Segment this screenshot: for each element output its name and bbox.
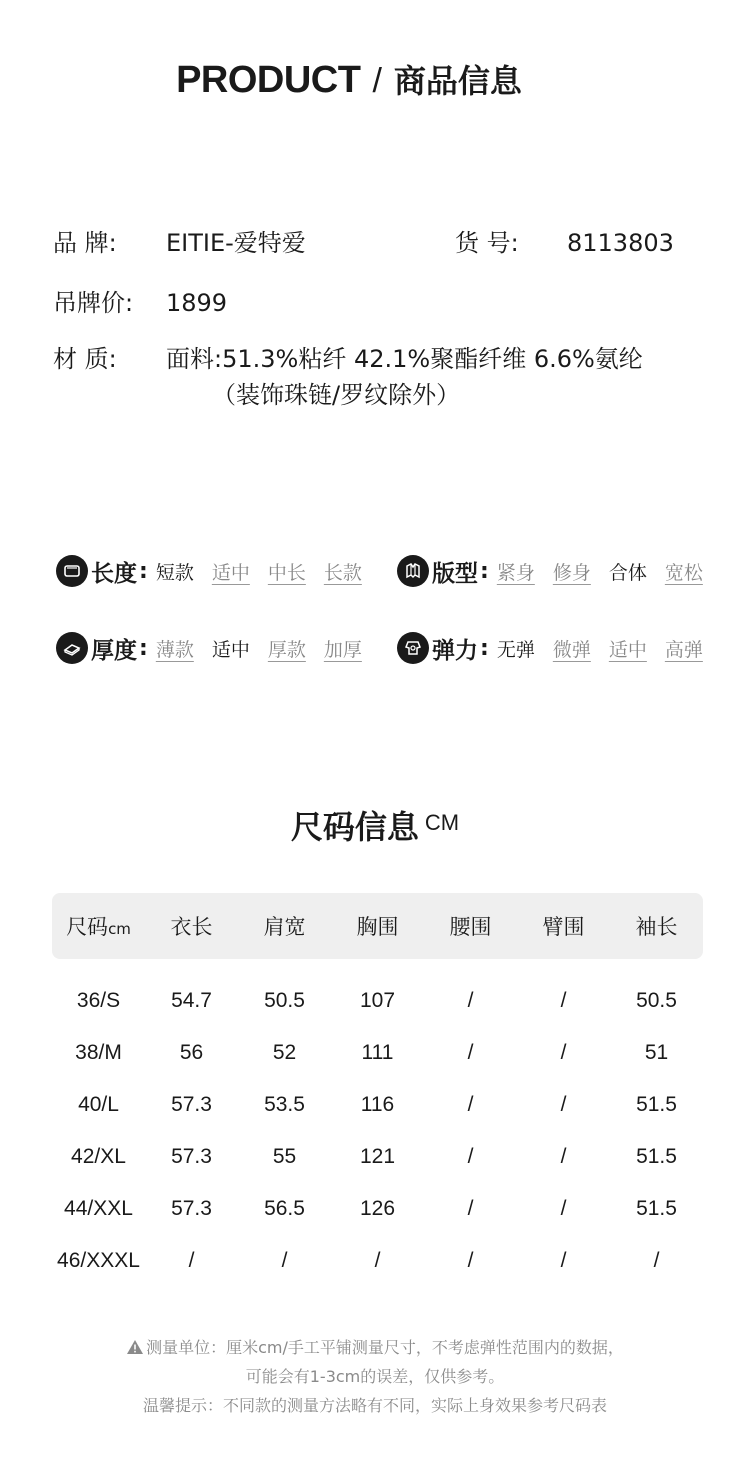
- attribute-elasticity: [397, 630, 703, 666]
- table-cell: /: [374, 1249, 381, 1272]
- attribute-name: 版型: [432, 560, 478, 587]
- measurement-note: [0, 1333, 750, 1420]
- table-cell: 38/M: [75, 1041, 122, 1064]
- attribute-thickness: [56, 630, 362, 666]
- table-cell: /: [467, 989, 474, 1012]
- table-cell: /: [560, 1041, 567, 1064]
- table-cell: 57.3: [171, 1197, 212, 1220]
- attribute-fit: [397, 553, 703, 589]
- header-cell: 臂围: [542, 915, 585, 939]
- table-cell: /: [467, 1145, 474, 1168]
- brand-value: EITIE-爱特爱: [166, 229, 306, 257]
- note-text-1: 测量单位：厘米cm/手工平铺测量尺寸，不考虑弹性范围内的数据，: [146, 1338, 624, 1357]
- table-cell: 51.5: [636, 1145, 677, 1168]
- attribute-name: 长度: [91, 560, 137, 587]
- table-cell: 40/L: [78, 1093, 119, 1116]
- table-cell: 54.7: [171, 989, 212, 1012]
- thickness-icon: [56, 632, 88, 664]
- table-row: [52, 1183, 703, 1235]
- table-row: [52, 1131, 703, 1183]
- option-thin: 薄款: [155, 638, 194, 661]
- table-cell: 56: [179, 1041, 204, 1064]
- option-mid-long: 中长: [267, 561, 306, 584]
- option-regular: 合体: [608, 561, 647, 584]
- option-thick: 厚款: [267, 638, 306, 661]
- table-row: [52, 975, 703, 1027]
- attribute-options: [497, 635, 703, 662]
- table-cell: 51: [644, 1041, 669, 1064]
- table-cell: 55: [272, 1145, 297, 1168]
- table-cell: 57.3: [171, 1093, 212, 1116]
- size-unit: CM: [424, 810, 460, 835]
- header-title-en: PRODUCT: [176, 59, 361, 101]
- header-cell: 衣长: [170, 915, 213, 939]
- attribute-name: 厚度: [91, 637, 137, 664]
- table-cell: 52: [272, 1041, 297, 1064]
- option-medium: 适中: [211, 638, 250, 661]
- table-row: [52, 1027, 703, 1079]
- option-no-stretch: 无弹: [496, 638, 535, 661]
- table-cell: /: [281, 1249, 288, 1272]
- length-icon: [56, 555, 88, 587]
- table-cell: /: [188, 1249, 195, 1272]
- option-slight-stretch: 微弹: [552, 638, 591, 661]
- table-cell: 42/XL: [71, 1145, 126, 1168]
- option-medium-stretch: 适中: [608, 638, 647, 661]
- header-size-unit: cm: [108, 920, 131, 938]
- table-cell: 51.5: [636, 1093, 677, 1116]
- table-cell: 121: [359, 1145, 396, 1168]
- attribute-colon: :: [139, 635, 148, 661]
- option-tight: 紧身: [496, 561, 535, 584]
- attribute-name: 弹力: [432, 637, 478, 664]
- note-line-2: 可能会有1-3cm的误差，仅供参考。: [245, 1367, 505, 1386]
- header-size-label: 尺码: [66, 915, 109, 939]
- sku-label: 货 号:: [455, 229, 519, 257]
- header-slash: /: [372, 62, 382, 100]
- table-cell: /: [560, 1197, 567, 1220]
- table-cell: /: [467, 1249, 474, 1272]
- table-cell: 36/S: [76, 989, 121, 1012]
- table-cell: 53.5: [264, 1093, 305, 1116]
- header-cell: 腰围: [449, 915, 492, 939]
- fit-icon: [397, 555, 429, 587]
- table-cell: /: [653, 1249, 660, 1272]
- option-medium: 适中: [211, 561, 250, 584]
- table-cell: 46/XXXL: [57, 1249, 140, 1272]
- table-cell: /: [560, 989, 567, 1012]
- option-high-stretch: 高弹: [664, 638, 703, 661]
- table-cell: 44/XXL: [64, 1197, 133, 1220]
- table-cell: /: [560, 1093, 567, 1116]
- attribute-options: [156, 635, 362, 662]
- material-value: 面料:51.3%粘纤 42.1%聚酯纤维 6.6%氨纶: [166, 345, 643, 373]
- table-cell: 111: [361, 1041, 394, 1064]
- material-label: 材 质:: [53, 345, 117, 373]
- brand-label: 品 牌:: [53, 229, 117, 257]
- price-value: 1899: [166, 289, 228, 317]
- table-cell: 56.5: [264, 1197, 305, 1220]
- attribute-colon: :: [480, 635, 489, 661]
- table-row: [52, 1235, 703, 1287]
- header-cell-size: [52, 911, 145, 941]
- option-short: 短款: [155, 561, 194, 584]
- warning-icon: [126, 1335, 144, 1351]
- table-cell: 50.5: [636, 989, 677, 1012]
- size-section-title: [0, 802, 750, 848]
- option-slim: 修身: [552, 561, 591, 584]
- elasticity-icon: [397, 632, 429, 664]
- attribute-options: [497, 558, 703, 585]
- attribute-length: [56, 553, 362, 589]
- attribute-colon: :: [139, 558, 148, 584]
- option-loose: 宽松: [664, 561, 703, 584]
- table-cell: 57.3: [171, 1145, 212, 1168]
- price-label: 吊牌价:: [53, 289, 134, 317]
- table-cell: /: [560, 1249, 567, 1272]
- table-cell: 116: [360, 1093, 395, 1116]
- note-line-3: 温馨提示：不同款的测量方法略有不同，实际上身效果参考尺码表: [142, 1396, 607, 1415]
- header-cell: 肩宽: [263, 915, 306, 939]
- table-cell: /: [467, 1093, 474, 1116]
- header-title-cn: 商品信息: [393, 62, 522, 100]
- table-cell: 107: [359, 989, 396, 1012]
- size-title: 尺码信息: [290, 808, 419, 846]
- material-note: （装饰珠链/罗纹除外）: [212, 381, 461, 409]
- table-cell: /: [467, 1197, 474, 1220]
- table-cell: 126: [359, 1197, 396, 1220]
- table-cell: /: [560, 1145, 567, 1168]
- table-cell: 51.5: [636, 1197, 677, 1220]
- option-long: 长款: [323, 561, 362, 584]
- sku-value: 8113803: [567, 229, 674, 257]
- header-cell: 袖长: [635, 915, 678, 939]
- option-extra-thick: 加厚: [323, 638, 362, 661]
- size-table-header: [52, 893, 703, 959]
- table-cell: /: [467, 1041, 474, 1064]
- product-info: [0, 0, 750, 420]
- header-cell: 胸围: [356, 915, 399, 939]
- table-cell: 50.5: [264, 989, 305, 1012]
- table-row: [52, 1079, 703, 1131]
- attribute-options: [156, 558, 362, 585]
- attribute-colon: :: [480, 558, 489, 584]
- note-line-1: [0, 1333, 750, 1362]
